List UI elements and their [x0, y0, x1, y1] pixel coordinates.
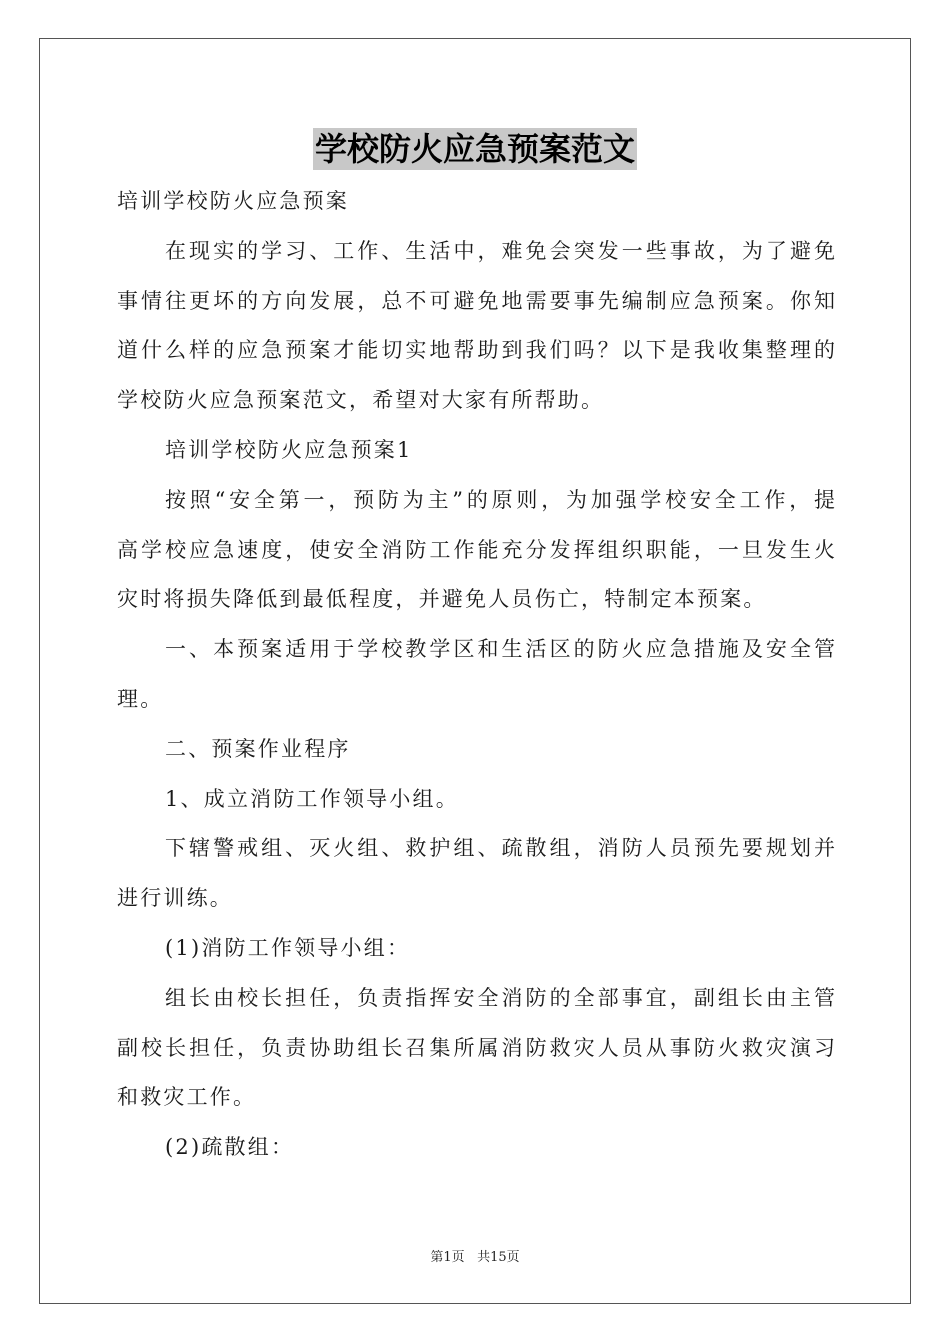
text-line: 和救灾工作。 [117, 1085, 257, 1110]
page-total: 共15页 [477, 1250, 520, 1265]
text-line: (1)消防工作领导小组： [165, 935, 411, 960]
text-line: 灾时将损失降低到最低程度，并避免人员伤亡，特制定本预案。 [117, 587, 767, 612]
text-line: 事情往更坏的方向发展，总不可避免地需要事先编制应急预案。你知 [117, 288, 835, 313]
document-body [117, 177, 835, 1173]
page-number: 第1页 [430, 1250, 465, 1265]
document-title: 学校防火应急预案范文 [314, 130, 635, 168]
text-line: 高学校应急速度，使安全消防工作能充分发挥组织职能，一旦发生火 [117, 537, 835, 562]
text-line: 培训学校防火应急预案1 [165, 437, 413, 462]
text-line: 1、成立消防工作领导小组。 [165, 786, 459, 811]
text-line: 组长由校长担任，负责指挥安全消防的全部事宜，副组长由主管 [165, 985, 835, 1010]
text-line: 进行训练。 [117, 886, 233, 911]
page-footer [0, 1246, 950, 1265]
text-line: (2)疏散组： [165, 1135, 295, 1160]
text-line: 道什么样的应急预案才能切实地帮助到我们吗？以下是我收集整理的 [117, 338, 835, 363]
text-line: 在现实的学习、工作、生活中，难免会突发一些事故，为了避免 [165, 238, 835, 263]
text-line: 学校防火应急预案范文，希望对大家有所帮助。 [117, 388, 605, 413]
text-line: 副校长担任，负责协助组长召集所属消防救灾人员从事防火救灾演习 [117, 1035, 835, 1060]
text-line: 下辖警戒组、灭火组、救护组、疏散组，消防人员预先要规划并 [165, 836, 835, 861]
text-line: 理。 [117, 686, 164, 711]
text-line: 培训学校防火应急预案 [117, 189, 349, 213]
text-line: 二、预案作业程序 [165, 736, 351, 761]
text-line: 按照“安全第一，预防为主”的原则，为加强学校安全工作，提 [165, 487, 835, 512]
title-container [0, 128, 950, 170]
text-line: 一、本预案适用于学校教学区和生活区的防火应急措施及安全管 [165, 637, 835, 662]
